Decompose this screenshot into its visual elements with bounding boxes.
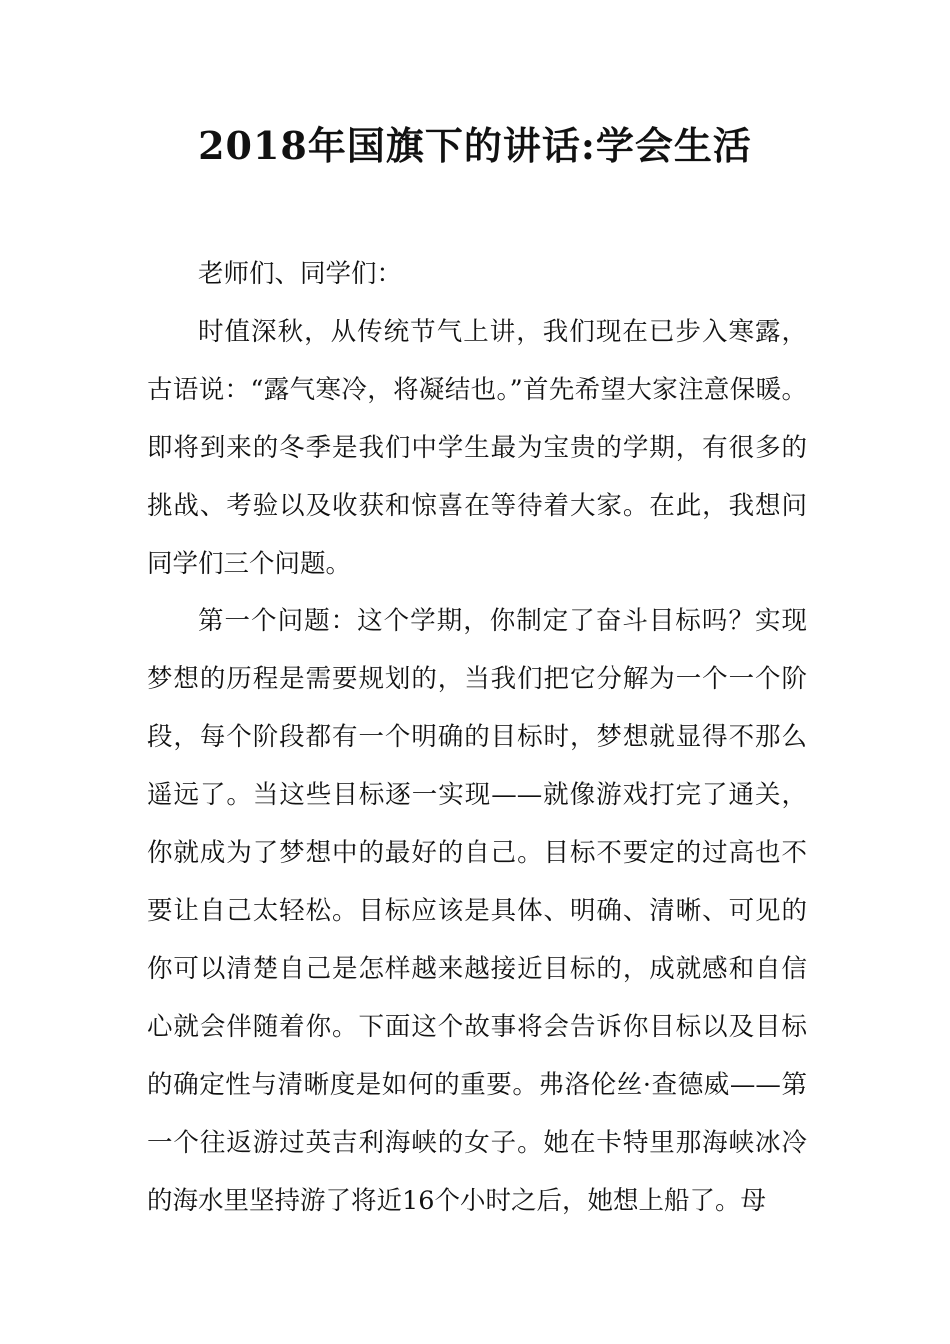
paragraph-question-one: 第一个问题：这个学期，你制定了奋斗目标吗？实现梦想的历程是需要规划的，当我们把它分解为一个一个阶段，每个阶段都有一个明确的目标时，梦想就显得不那么遥远了。当这些目标逐一实现——就像游戏打完了通关，你就成为了梦想中的最好的自己。目标不要定的过高也不要让自己太轻松。目标应该是具体、明确、清晰、可见的你可以清楚自己是怎样越来越接近目标的，成就感和自信心就会伴随着你。下面这个故事将会告诉你目标以及目标的确定性与清晰度是如何的重要。弗洛伦丝·查德威——第一个往返游过英吉利海峡的女子。她在卡特里那海峡冰冷的海水里坚持游了将近16个小时之后，她想上船了。母 xyxy=(147,606,807,1216)
page-title: 2018年国旗下的讲话:学会生活 xyxy=(198,123,752,168)
paragraph-intro: 时值深秋，从传统节气上讲，我们现在已步入寒露，古语说：“露气寒冷，将凝结也。”首先希望大家注意保暖。即将到来的冬季是我们中学生最为宝贵的学期，有很多的挑战、考验以及收获和惊喜在等待着大家。在此，我想问同学们三个问题。 xyxy=(147,316,807,579)
paragraph-greeting: 老师们、同学们： xyxy=(198,259,403,289)
document-body xyxy=(147,246,807,1230)
